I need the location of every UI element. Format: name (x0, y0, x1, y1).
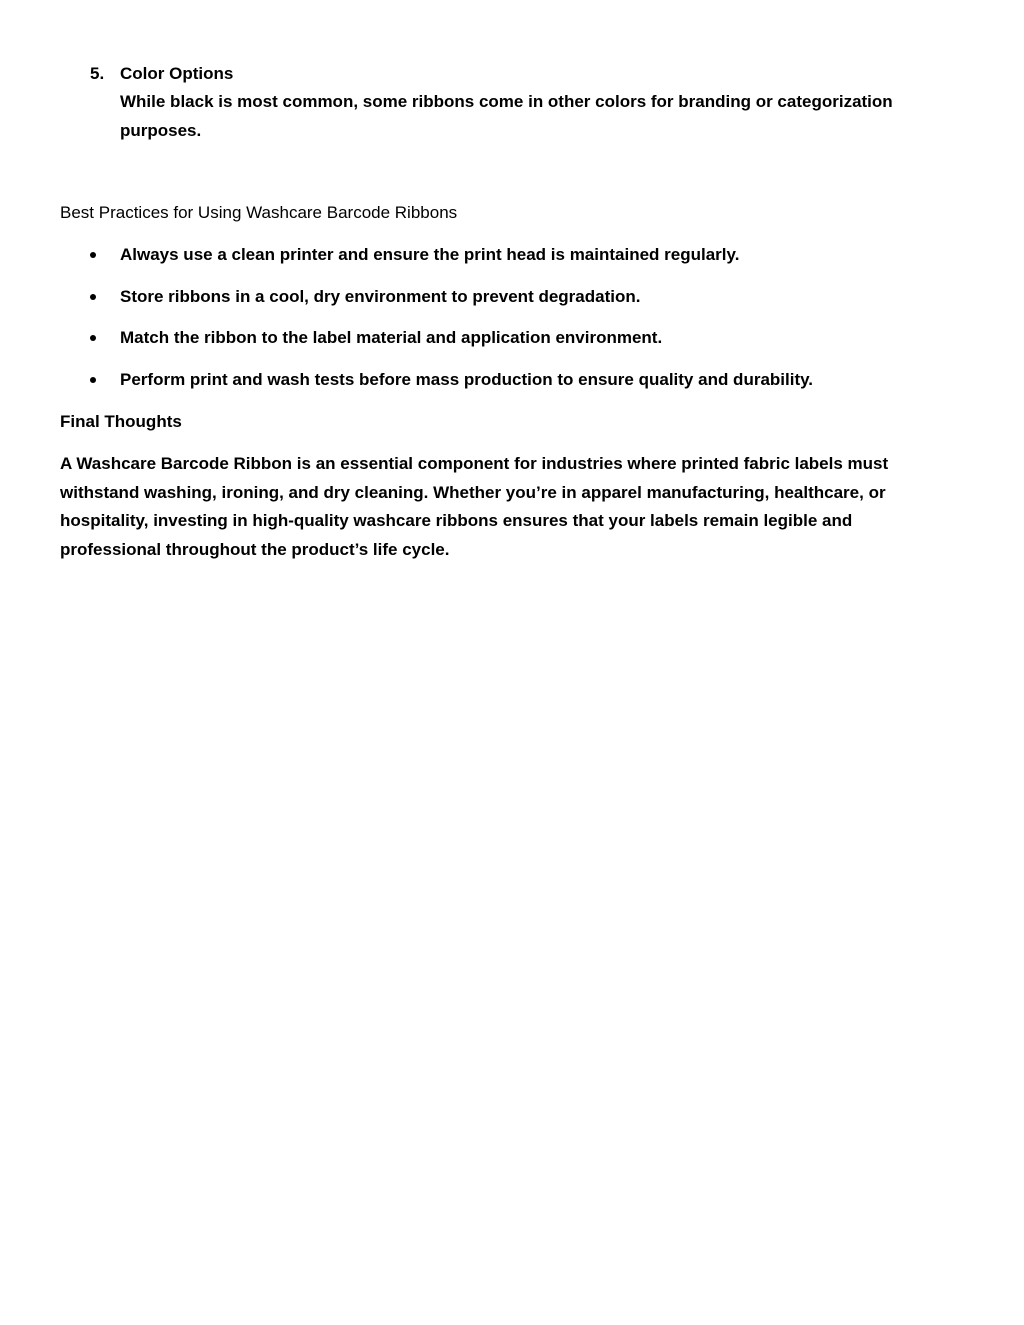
list-item-body: While black is most common, some ribbons come in other colors for branding or categorization purposes. (120, 92, 893, 140)
list-item-title: Color Options (120, 64, 234, 83)
best-practices-list (90, 241, 970, 408)
final-thoughts-heading: Final Thoughts (60, 412, 182, 431)
best-practices-heading: Best Practices for Using Washcare Barcode Ribbons (60, 203, 458, 222)
list-item-text: Store ribbons in a cool, dry environment to prevent degradation. (120, 286, 641, 306)
list-item-text: Match the ribbon to the label material and application environment. (120, 328, 663, 348)
bullet-icon (90, 294, 96, 300)
list-item-text: Perform print and wash tests before mass production to ensure quality and durability. (120, 370, 814, 390)
list-item (90, 241, 970, 283)
list-item (90, 324, 970, 366)
list-item-text: Always use a clean printer and ensure the print head is maintained regularly. (120, 245, 740, 264)
list-item (90, 366, 970, 408)
bullet-icon (90, 335, 96, 341)
list-item (90, 283, 970, 325)
final-thoughts-paragraph: A Washcare Barcode Ribbon is an essential component for industries where printed fabric labels must withstand washing, ironing, and dry cleaning. Whether you’re in apparel manufacturing, healthcare, or hospitality, investing in high-quality washcare ribbons ensures that your labels remain legible and professional throughout the product’s life cycle. (60, 454, 889, 559)
bullet-icon (90, 377, 96, 383)
list-number: 5. (90, 64, 105, 83)
bullet-icon (90, 252, 96, 258)
